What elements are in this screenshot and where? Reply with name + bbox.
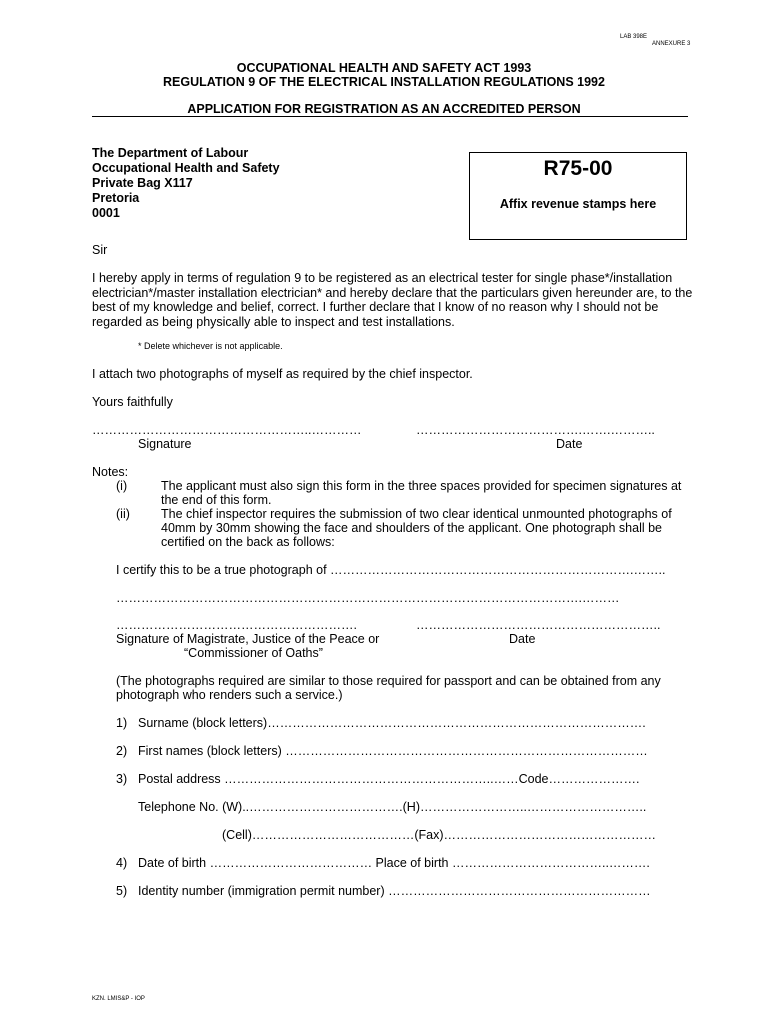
- closing: Yours faithfully: [92, 395, 173, 409]
- magistrate-label: Signature of Magistrate, Justice of the Peace or: [116, 632, 380, 646]
- photograph-explanation: (The photographs required are similar to those required for passport and can be obtained from any photograph who renders such a service.): [116, 674, 661, 702]
- notes-heading: Notes:: [92, 465, 129, 479]
- footer-reference: KZN. LMIS&P - IOP: [92, 996, 145, 1002]
- address-line: The Department of Labour: [92, 146, 249, 160]
- delete-footnote: * Delete whichever is not applicable.: [138, 341, 283, 351]
- date-line[interactable]: ………………………………….…….………..: [416, 423, 655, 437]
- surname-field[interactable]: Surname (block letters)……………………………………………………………………………….: [138, 716, 646, 730]
- photographs-statement: I attach two photographs of myself as required by the chief inspector.: [92, 367, 473, 381]
- address-line: 0001: [92, 206, 120, 220]
- telephone-field[interactable]: Telephone No. (W)..……………………………….(H)……………………..………………………..: [138, 800, 647, 814]
- magistrate-date-line[interactable]: …………………………………………………..: [416, 618, 661, 632]
- field-number: 2): [116, 744, 128, 758]
- identity-number-field[interactable]: Identity number (immigration permit number) ………………………………………………………: [138, 884, 651, 898]
- stamp-amount: R75-00: [543, 157, 613, 180]
- address-line: Private Bag X117: [92, 176, 193, 190]
- revenue-stamp-box[interactable]: [469, 152, 687, 240]
- field-number: 4): [116, 856, 128, 870]
- commissioner-label: “Commissioner of Oaths”: [184, 646, 323, 660]
- cell-fax-field[interactable]: (Cell)…………………………………(Fax)……………………………………………: [222, 828, 657, 842]
- magistrate-signature-line[interactable]: ………………………………………………….: [116, 618, 357, 632]
- salutation: Sir: [92, 243, 108, 257]
- title-underline: [92, 116, 688, 117]
- field-number: 5): [116, 884, 128, 898]
- form-title: APPLICATION FOR REGISTRATION AS AN ACCREDITED PERSON: [187, 102, 581, 116]
- magistrate-date-label: Date: [509, 632, 536, 646]
- note-number: (ii): [116, 507, 130, 521]
- act-heading: OCCUPATIONAL HEALTH AND SAFETY ACT 1993: [236, 61, 532, 75]
- stamp-instruction: Affix revenue stamps here: [499, 197, 657, 211]
- address-line: Pretoria: [92, 191, 140, 205]
- certify-photograph-line[interactable]: I certify this to be a true photograph of ……………………………………………………………….……..: [116, 563, 666, 577]
- certify-continuation-line[interactable]: ………………………………………………………………………………………………….………: [116, 591, 620, 605]
- note-number: (i): [116, 479, 128, 493]
- date-place-of-birth-field[interactable]: Date of birth ………………………………… Place of birth ………………………………..……….: [138, 856, 650, 870]
- annexure-label: ANNEXURE 3: [652, 41, 691, 47]
- field-number: 1): [116, 716, 128, 730]
- field-number: 3): [116, 772, 128, 786]
- application-declaration: I hereby apply in terms of regulation 9 to be registered as an electrical tester for single phase*/installation electrician*/master installation electrician* and hereby declare that the particulars given hereunder are, to the best of my knowledge and belief, correct. I further declare that I know of no reason why I should not be regarded as being physically able to inspect and test installations.: [92, 271, 693, 329]
- form-code: LAB 398E: [620, 34, 648, 40]
- note-text: The chief inspector requires the submission of two clear identical unmounted photographs of 40mm by 30mm showing the face and shoulders of the applicant. One photograph shall be certified on the back as follows:: [161, 507, 672, 549]
- signature-line[interactable]: ……………………………………………..…………: [92, 423, 362, 437]
- signature-label: Signature: [138, 437, 192, 451]
- first-names-field[interactable]: First names (block letters) ……………………………………………………………………………: [138, 744, 648, 758]
- address-line: Occupational Health and Safety: [92, 161, 280, 175]
- postal-address-field[interactable]: Postal address ………………………………………………………..……Code………………….: [138, 772, 640, 786]
- date-label: Date: [556, 437, 583, 451]
- department-address: [92, 146, 280, 221]
- note-text: The applicant must also sign this form in the three spaces provided for specimen signatures at the end of this form.: [161, 479, 682, 507]
- regulation-heading: REGULATION 9 OF THE ELECTRICAL INSTALLATION REGULATIONS 1992: [163, 75, 605, 89]
